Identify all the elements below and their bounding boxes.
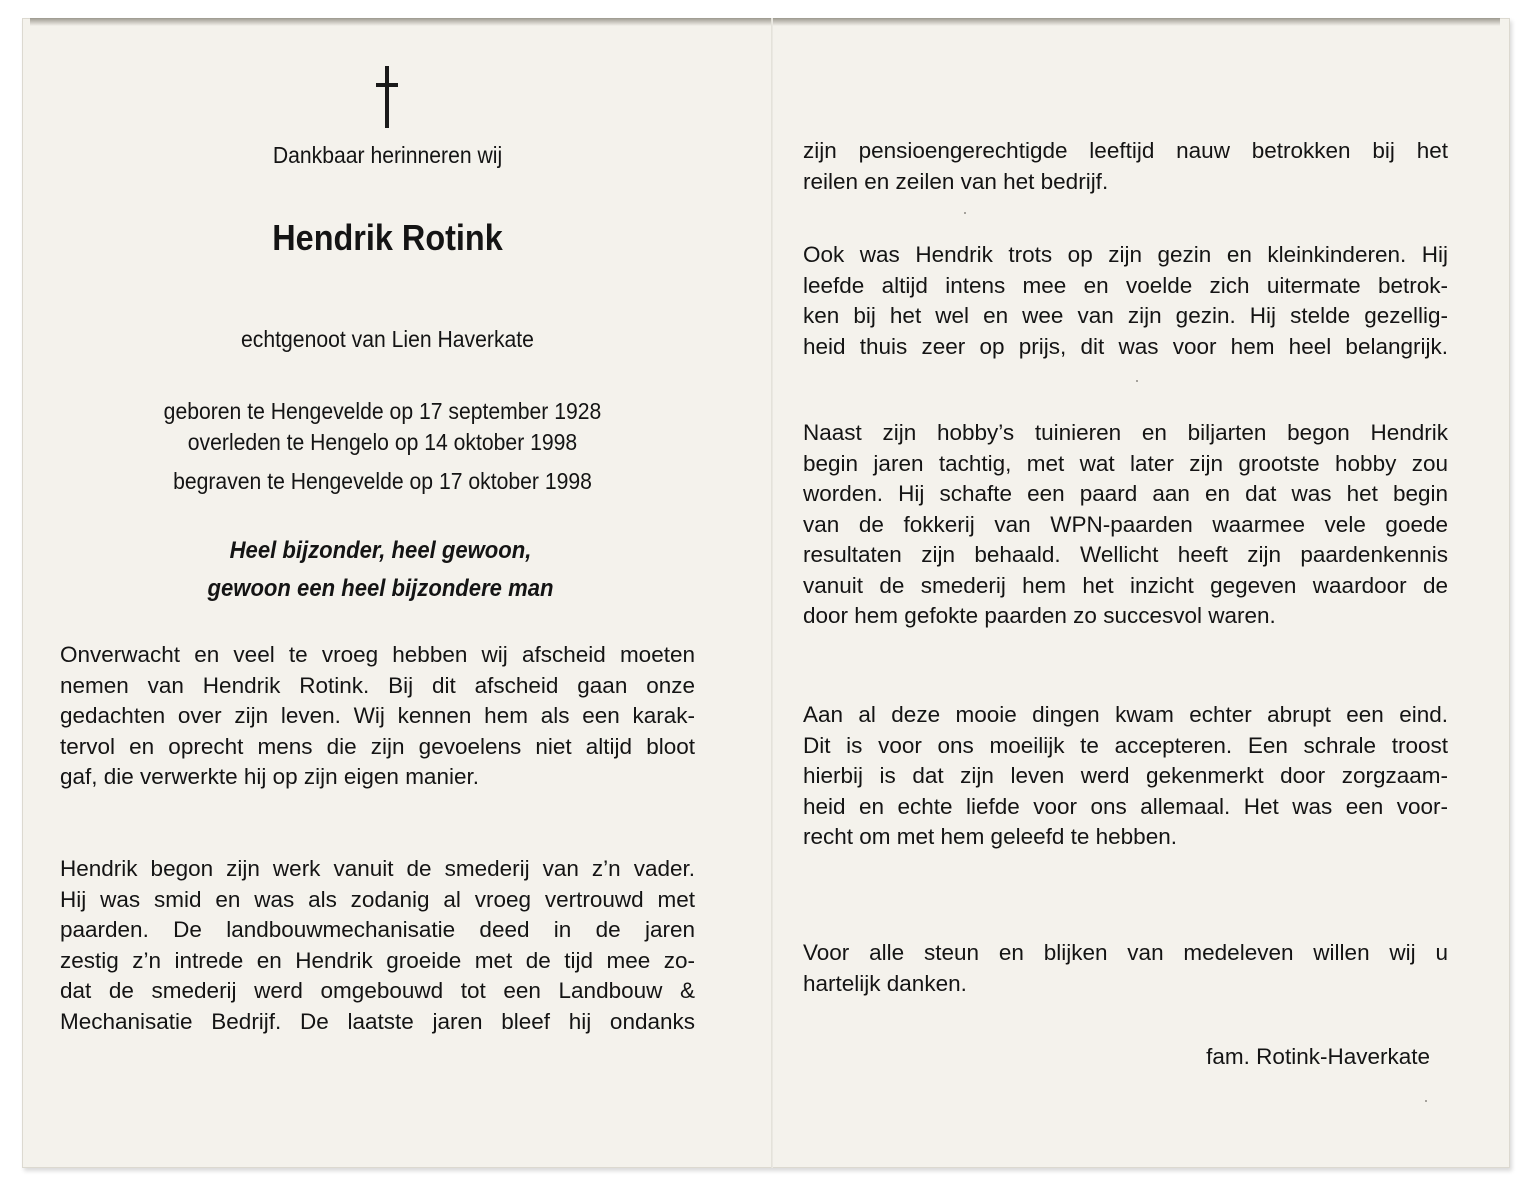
- intro-text: Dankbaar herinneren wij: [272, 142, 503, 168]
- right-paragraph-1: [803, 136, 1448, 197]
- left-paragraph-1: [60, 640, 695, 793]
- right-paragraph-5: [803, 938, 1448, 999]
- paper-speck: [1136, 380, 1138, 382]
- text-line: leefde altijd intens mee en voelde zich uitermate betrok-: [803, 272, 1448, 298]
- text-line: heid thuis zeer op prijs, dit was voor hem heel belangrijk.: [803, 333, 1448, 359]
- text-line: gedachten over zijn leven. Wij kennen hem als een karak-: [60, 703, 695, 728]
- text-line: hierbij is dat zijn leven werd gekenmerkt door zorgzaam-: [803, 763, 1448, 788]
- birth-text: geboren te Hengevelde op 17 september 1928: [163, 398, 602, 424]
- cross-icon: [376, 66, 398, 128]
- text-line: tervol en oprecht mens die zijn gevoelens niet altijd bloot: [60, 733, 695, 759]
- motto-line-1: Heel bijzonder, heel gewoon,: [229, 537, 532, 564]
- text-line: Aan al deze mooie dingen kwam echter abrupt een eind.: [803, 702, 1448, 727]
- text-line: hartelijk danken.: [803, 970, 967, 996]
- right-paragraph-4: [803, 700, 1448, 853]
- text-line: dat de smederij werd omgebouwd tot een Landbouw &: [60, 978, 695, 1003]
- text-line: resultaten zijn behaald. Wellicht heeft zijn paardenkennis: [803, 542, 1448, 567]
- deceased-name: Hendrik Rotink: [272, 217, 503, 258]
- text-line: vanuit de smederij hem het inzicht gegeven waardoor de: [803, 572, 1448, 598]
- text-line: zestig z’n intrede en Hendrik groeide met de tijd mee zo-: [60, 947, 695, 973]
- text-line: Onverwacht en veel te vroeg hebben wij afscheid moeten: [60, 642, 695, 667]
- text-line: begin jaren tachtig, met wat later zijn grootste hobby zou: [803, 450, 1448, 476]
- text-line: zijn pensioengerechtigde leeftijd nauw betrokken bij het: [803, 138, 1448, 163]
- text-line: heid en echte liefde voor ons allemaal. Het was een voor-: [803, 793, 1448, 819]
- motto-line-2: gewoon een heel bijzondere man: [207, 575, 554, 602]
- text-line: Hij was smid en was als zodanig al vroeg vertrouwd met: [60, 886, 695, 912]
- paper-speck: [1425, 1100, 1427, 1102]
- text-line: Dit is voor ons moeilijk te accepteren. Een schrale troost: [803, 732, 1448, 758]
- text-line: Ook was Hendrik trots op zijn gezin en kleinkinderen. Hij: [803, 242, 1448, 267]
- text-line: van de fokkerij van WPN-paarden waarmee vele goede: [803, 511, 1448, 537]
- card-fold-line: [771, 18, 773, 1168]
- left-panel: [60, 0, 695, 1200]
- family-signature: fam. Rotink-Haverkate: [1206, 1044, 1430, 1069]
- text-line: Voor alle steun en blijken van medeleven willen wij u: [803, 940, 1448, 965]
- right-paragraph-3: [803, 418, 1448, 632]
- right-paragraph-2: [803, 240, 1448, 362]
- text-line: gaf, die verwerkte hij op zijn eigen manier.: [60, 764, 479, 789]
- death-text: overleden te Hengelo op 14 oktober 1998: [187, 429, 578, 455]
- text-line: Mechanisatie Bedrijf. De laatste jaren bleef hij ondanks: [60, 1008, 695, 1034]
- text-line: ken bij het wel en wee van zijn gezin. Hij stelde gezellig-: [803, 303, 1448, 328]
- right-panel: [803, 0, 1448, 1200]
- text-line: paarden. De landbouwmechanisatie deed in de jaren: [60, 917, 695, 942]
- spouse-text: echtgenoot van Lien Haverkate: [241, 326, 534, 352]
- text-line: reilen en zeilen van het bedrijf.: [803, 168, 1109, 194]
- text-line: nemen van Hendrik Rotink. Bij dit afscheid gaan onze: [60, 672, 695, 698]
- text-line: door hem gefokte paarden zo succesvol waren.: [803, 603, 1276, 628]
- text-line: Naast zijn hobby’s tuinieren en biljarten begon Hendrik: [803, 420, 1448, 445]
- text-line: Hendrik begon zijn werk vanuit de smederij van z’n vader.: [60, 856, 695, 881]
- burial-text: begraven te Hengevelde op 17 oktober 1998: [173, 468, 592, 494]
- text-line: recht om met hem geleefd te hebben.: [803, 824, 1177, 849]
- text-line: worden. Hij schafte een paard aan en dat was het begin: [803, 481, 1448, 506]
- paper-speck: [964, 212, 966, 214]
- left-paragraph-2: [60, 854, 695, 1037]
